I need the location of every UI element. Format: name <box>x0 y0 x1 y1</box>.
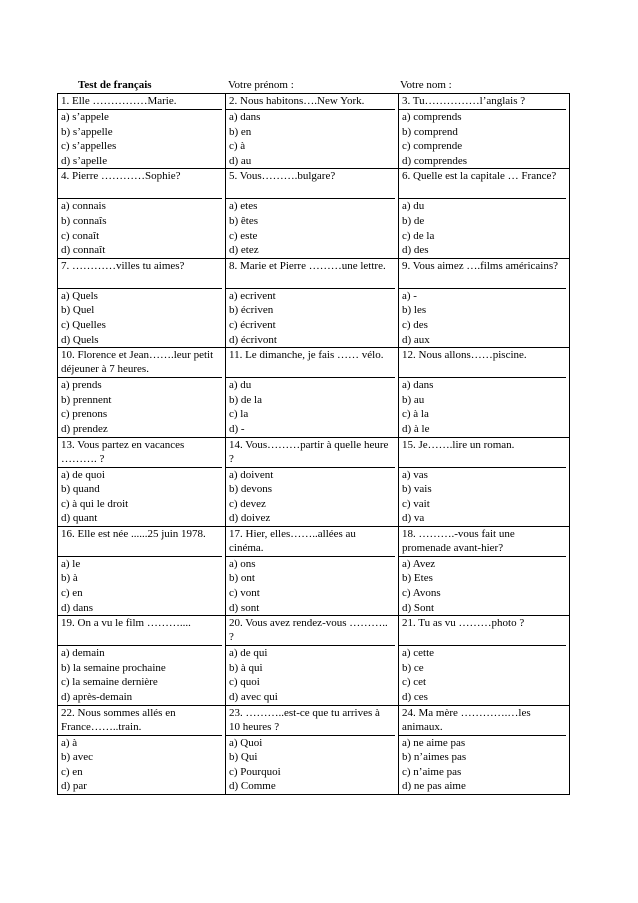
answer-option: a) s’appele <box>61 111 109 123</box>
answer-options <box>226 646 398 704</box>
answer-option: d) écrivont <box>229 333 277 346</box>
answer-option: d) prendez <box>61 422 108 435</box>
answer-options <box>226 199 398 257</box>
test-page <box>57 78 566 795</box>
table-row <box>58 705 570 794</box>
answer-options <box>399 736 569 794</box>
answer-option: d) doivez <box>229 512 271 525</box>
answer-options <box>58 468 225 526</box>
answer-option: d) comprendes <box>402 154 468 167</box>
answer-option: b) de <box>402 214 425 227</box>
answer-option: a) ecrivent <box>229 289 276 302</box>
answer-option: a) du <box>402 200 425 213</box>
answer-options <box>58 646 225 704</box>
question-table <box>57 93 570 795</box>
question-text: 11. Le dimanche, je fais …… vélo. <box>226 348 395 378</box>
answer-option: a) Quoi <box>229 736 263 749</box>
question-cell <box>58 94 226 169</box>
answer-option: c) de la <box>402 229 435 242</box>
answer-option: b) Etes <box>402 572 433 585</box>
answer-options <box>58 110 225 168</box>
answer-option: b) ce <box>402 661 424 674</box>
table-row <box>58 616 570 705</box>
question-text: 9. Vous aimez ….films américains? <box>399 259 566 289</box>
answer-options <box>226 289 398 347</box>
question-cell <box>399 169 570 258</box>
answer-option: d) Quels <box>61 333 99 346</box>
answer-option: b) Quel <box>61 304 95 317</box>
answer-option: b) écriven <box>229 304 274 317</box>
question-text: 8. Marie et Pierre ………une lettre. <box>226 259 395 289</box>
answer-option: b) à qui <box>229 661 263 674</box>
answer-options <box>58 289 225 347</box>
answer-option: b) devons <box>229 483 273 496</box>
question-text: 7. …………villes tu aimes? <box>58 259 222 289</box>
first-name-label: Votre prénom : <box>228 79 294 91</box>
question-text: 16. Elle est née ......25 juin 1978. <box>58 527 222 557</box>
question-cell <box>399 348 570 437</box>
answer-option: a) demain <box>61 647 105 660</box>
answer-option: b) à <box>61 572 78 585</box>
answer-option: a) ons <box>229 557 256 570</box>
question-cell <box>399 616 570 705</box>
answer-option: d) Sont <box>402 601 435 614</box>
question-cell <box>399 437 570 526</box>
answer-option: c) vont <box>229 587 260 600</box>
answer-option: c) la semaine dernière <box>61 676 158 689</box>
question-cell <box>399 258 570 347</box>
question-cell <box>399 94 570 169</box>
question-cell <box>226 437 399 526</box>
question-text: 12. Nous allons……piscine. <box>399 348 566 378</box>
answer-option: c) este <box>229 229 258 242</box>
question-cell <box>58 705 226 794</box>
answer-option: b) comprend <box>402 125 458 138</box>
answer-option: c) comprende <box>402 140 463 153</box>
question-cell <box>58 169 226 258</box>
answer-option: a) connais <box>61 200 106 213</box>
question-cell <box>399 705 570 794</box>
answer-option: d) ne pas aime <box>402 780 466 793</box>
answer-option: d) dans <box>61 601 94 614</box>
question-cell <box>58 526 226 615</box>
question-cell <box>226 616 399 705</box>
test-title: Test de français <box>78 79 152 91</box>
table-row <box>58 169 570 258</box>
question-cell <box>226 258 399 347</box>
answer-option: a) Quels <box>61 289 98 302</box>
question-cell <box>226 169 399 258</box>
answer-option: c) n’aime pas <box>402 765 462 778</box>
answer-option: c) des <box>402 318 428 331</box>
question-text: 6. Quelle est la capitale … France? <box>399 169 566 199</box>
answer-option: b) Qui <box>229 751 258 764</box>
answer-option: c) conaît <box>61 229 100 242</box>
question-cell <box>58 348 226 437</box>
table-row <box>58 94 570 169</box>
answer-option: b) la semaine prochaine <box>61 661 166 674</box>
answer-option: a) à <box>61 736 78 749</box>
question-text: 3. Tu……………l’anglais ? <box>399 94 566 110</box>
answer-option: b) avec <box>61 751 94 764</box>
answer-options <box>399 646 569 704</box>
answer-option: c) la <box>229 408 249 421</box>
question-text: 21. Tu as vu ………photo ? <box>399 616 566 646</box>
question-text: 2. Nous habitons….New York. <box>226 94 395 110</box>
answer-option: c) en <box>61 587 83 600</box>
answer-option: d) après-demain <box>61 691 133 704</box>
answer-option: a) etes <box>229 200 258 213</box>
answer-option: d) sont <box>229 601 260 614</box>
answer-option: a) prends <box>61 379 102 392</box>
question-cell <box>226 348 399 437</box>
question-cell <box>58 258 226 347</box>
answer-option: c) vait <box>402 497 430 510</box>
answer-option: c) écrivent <box>229 318 276 331</box>
answer-option: a) vas <box>402 468 428 481</box>
answer-option: c) s’appelles <box>61 140 117 153</box>
answer-option: a) le <box>61 557 81 570</box>
answer-option: b) ont <box>229 572 255 585</box>
answer-options <box>399 468 569 526</box>
answer-option: a) - <box>402 289 417 302</box>
answer-option: d) aux <box>402 333 430 346</box>
question-text: 13. Vous partez en vacances ………. ? <box>58 438 222 468</box>
question-cell <box>58 616 226 705</box>
answer-options <box>226 110 398 168</box>
answer-option: d) connaît <box>61 244 106 257</box>
answer-option: c) cet <box>402 676 427 689</box>
answer-options <box>226 736 398 794</box>
answer-option: c) à la <box>402 408 429 421</box>
answer-option: c) à <box>229 140 246 153</box>
answer-option: a) cette <box>402 647 435 660</box>
answer-option: d) quant <box>61 512 98 525</box>
answer-option: a) doivent <box>229 468 274 481</box>
answer-option: b) en <box>229 125 252 138</box>
answer-options <box>399 557 569 615</box>
answer-option: b) êtes <box>229 214 259 227</box>
answer-option: d) s’apelle <box>61 154 108 167</box>
answer-option: a) dans <box>402 379 434 392</box>
answer-option: d) ces <box>402 691 428 704</box>
question-text: 4. Pierre …………Sophie? <box>58 169 222 199</box>
question-cell <box>226 705 399 794</box>
answer-option: b) s’appelle <box>61 125 113 138</box>
answer-option: d) va <box>402 512 425 525</box>
question-text: 17. Hier, elles……..allées au cinéma. <box>226 527 395 557</box>
answer-option: b) les <box>402 304 427 317</box>
answer-option: d) à le <box>402 422 430 435</box>
question-cell <box>399 526 570 615</box>
answer-option: a) ne aime pas <box>402 736 466 749</box>
answer-options <box>58 378 225 436</box>
answer-option: c) prenons <box>61 408 108 421</box>
question-text: 10. Florence et Jean…….leur petit déjeuner à 7 heures. <box>58 348 222 378</box>
answer-option: c) à qui le droit <box>61 497 129 510</box>
question-cell <box>226 94 399 169</box>
answer-option: a) du <box>229 379 252 392</box>
answer-option: b) prennent <box>61 393 112 406</box>
answer-option: b) au <box>402 393 425 406</box>
answer-option: c) devez <box>229 497 266 510</box>
answer-option: c) en <box>61 765 83 778</box>
question-text: 19. On a vu le film ……….... <box>58 616 222 646</box>
answer-options <box>58 557 225 615</box>
answer-option: c) Avons <box>402 587 441 600</box>
question-text: 24. Ma mère ………….…les animaux. <box>399 706 566 736</box>
answer-option: b) vais <box>402 483 432 496</box>
question-text: 22. Nous sommes allés en France……..train. <box>58 706 222 736</box>
answer-options <box>58 199 225 257</box>
table-row <box>58 526 570 615</box>
answer-option: d) etez <box>229 244 259 257</box>
answer-option: d) au <box>229 154 252 167</box>
answer-options <box>226 378 398 436</box>
question-cell <box>226 526 399 615</box>
answer-options <box>399 110 569 168</box>
question-text: 18. ……….-vous fait une promenade avant-hier? <box>399 527 566 557</box>
question-text: 1. Elle ……………Marie. <box>58 94 222 110</box>
question-text: 20. Vous avez rendez-vous ……….. ? <box>226 616 395 646</box>
answer-option: c) Quelles <box>61 318 106 331</box>
answer-option: d) - <box>229 422 245 435</box>
question-text: 5. Vous……….bulgare? <box>226 169 395 199</box>
answer-option: a) Avez <box>402 557 436 570</box>
question-cell <box>58 437 226 526</box>
answer-option: b) connaîs <box>61 214 107 227</box>
answer-options <box>399 289 569 347</box>
answer-option: c) quoi <box>229 676 260 689</box>
last-name-label: Votre nom : <box>400 79 452 91</box>
answer-option: d) avec qui <box>229 691 278 704</box>
answer-options <box>58 736 225 794</box>
answer-option: a) de qui <box>229 647 268 660</box>
answer-option: b) quand <box>61 483 100 496</box>
table-row <box>58 437 570 526</box>
answer-option: b) de la <box>229 393 262 406</box>
answer-option: a) de quoi <box>61 468 105 481</box>
answer-option: a) dans <box>229 111 261 123</box>
answer-options <box>226 468 398 526</box>
answer-option: a) comprends <box>402 111 462 123</box>
header-row <box>57 78 566 92</box>
table-row <box>58 348 570 437</box>
answer-option: d) Comme <box>229 780 276 793</box>
answer-options <box>226 557 398 615</box>
question-text: 15. Je…….lire un roman. <box>399 438 566 468</box>
question-text: 23. ………..est-ce que tu arrives à 10 heures ? <box>226 706 395 736</box>
answer-option: c) Pourquoi <box>229 765 281 778</box>
answer-option: d) des <box>402 244 429 257</box>
answer-option: b) n’aimes pas <box>402 751 467 764</box>
table-row <box>58 258 570 347</box>
answer-option: d) par <box>61 780 87 793</box>
answer-options <box>399 199 569 257</box>
question-text: 14. Vous………partir à quelle heure ? <box>226 438 395 468</box>
answer-options <box>399 378 569 436</box>
